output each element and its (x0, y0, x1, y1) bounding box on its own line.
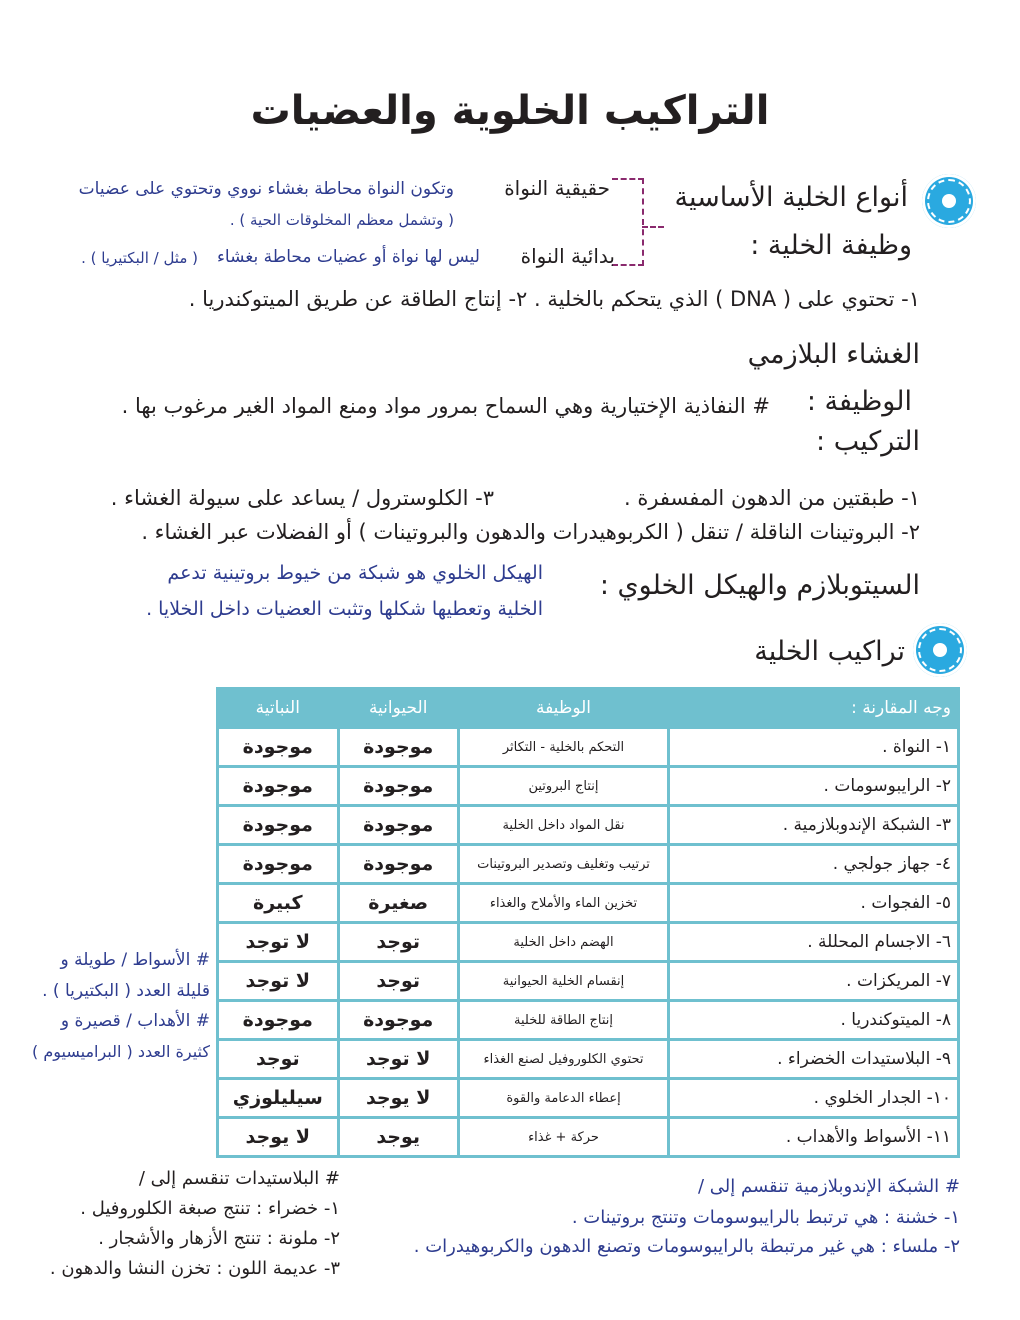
prokaryote-label: بدائية النواة (520, 244, 615, 268)
header-function: الوظيفة (460, 690, 667, 726)
row-organelle: ١٠- الجدار الخلوي . (670, 1080, 957, 1116)
table-row (219, 729, 957, 765)
row-animal: موجودة (340, 729, 457, 765)
plastids-item-2: ٢- ملونة : تنتج الأزهار والأشجار . (98, 1228, 340, 1249)
table-header-row (219, 690, 957, 726)
row-organelle: ٦- الاجسام المحللة . (670, 924, 957, 960)
row-organelle: ٩- البلاستيدات الخضراء . (670, 1041, 957, 1077)
table-row (219, 1119, 957, 1155)
table-row (219, 1080, 957, 1116)
prokaryote-description: ليس لها نواة أو عضيات محاطة بغشاء (216, 247, 480, 267)
row-organelle: ٢- الرايبوسومات . (670, 768, 957, 804)
row-organelle: ٥- الفجوات . (670, 885, 957, 921)
er-item-2: ٢- ملساء : هي غير مرتبطة بالرايبوسومات وتصنع الدهون والكربوهيدرات . (413, 1236, 960, 1257)
membrane-heading: الغشاء البلازمي (747, 339, 920, 370)
row-function: إنقسام الخلية الحيوانية (460, 963, 667, 999)
row-animal: صغيرة (340, 885, 457, 921)
row-organelle: ٨- الميتوكندريا . (670, 1002, 957, 1038)
er-heading: # الشبكة الإندوبلازمية تنقسم إلى / (698, 1176, 960, 1197)
side-note-line-1: # الأسواط / طويلة و (60, 950, 210, 970)
cell-function-heading: وظيفة الخلية : (750, 230, 912, 261)
plastids-item-1: ١- خضراء : تنتج صبغة الكلوروفيل . (80, 1198, 340, 1219)
cytoplasm-heading: السيتوبلازم والهيكل الخلوي : (599, 570, 920, 601)
cell-function-text: ١- تحتوي على ( DNA ) الذي يتحكم بالخلية . ٢- إنتاج الطاقة عن طريق الميتوكندريا . (188, 287, 920, 311)
row-function: حركة + غذاء (460, 1119, 667, 1155)
table-row (219, 807, 957, 843)
row-animal: موجودة (340, 807, 457, 843)
row-function: إعطاء الدعامة والقوة (460, 1080, 667, 1116)
row-animal: توجد (340, 924, 457, 960)
cell-types-heading: أنواع الخلية الأساسية (674, 182, 908, 213)
row-organelle: ٧- المريكزات . (670, 963, 957, 999)
row-animal: موجودة (340, 1002, 457, 1038)
cytoskeleton-line-2: الخلية وتعطيها شكلها وتثبت العضيات داخل الخلايا . (146, 598, 543, 620)
structures-heading: تراكيب الخلية (754, 636, 905, 667)
er-item-1: ١- خشنة : هي ترتبط بالرايبوسومات وتنتج بروتينات . (571, 1207, 960, 1228)
side-note-line-3: # الأهداب / قصيرة و (60, 1011, 210, 1031)
row-plant: لا توجد (219, 924, 337, 960)
row-animal: موجودة (340, 768, 457, 804)
header-animal: الحيوانية (340, 690, 457, 726)
plastids-heading: # البلاستيدات تنقسم إلى / (138, 1168, 340, 1189)
bracket-connector (612, 178, 644, 266)
eukaryote-label: حقيقية النواة (504, 176, 610, 200)
table-row (219, 1041, 957, 1077)
table-row (219, 846, 957, 882)
row-animal: لا توجد (340, 1041, 457, 1077)
table-row (219, 768, 957, 804)
eukaryote-note: ( وتشمل معظم المخلوقات الحية ) . (229, 211, 454, 229)
row-organelle: ٤- جهاز جولجي . (670, 846, 957, 882)
membrane-item-3: ٣- الكلوسترول / يساعد على سيولة الغشاء . (110, 486, 494, 510)
row-function: ترتيب وتغليف وتصدير البروتينات (460, 846, 667, 882)
membrane-structure-label: التركيب : (816, 426, 920, 457)
membrane-function-text: # النفاذية الإختيارية وهي السماح بمرور مواد ومنع المواد الغير مرغوب بها . (121, 394, 770, 418)
row-organelle: ١- النواة . (670, 729, 957, 765)
row-plant: موجودة (219, 768, 337, 804)
row-animal: توجد (340, 963, 457, 999)
side-note-line-4: كثيرة العدد ( البراميسيوم ) (32, 1042, 210, 1061)
table-row (219, 885, 957, 921)
side-note-line-2: قليلة العدد ( البكتيريا ) . (42, 981, 210, 1001)
comparison-table (216, 687, 960, 1158)
membrane-item-2: ٢- البروتينات الناقلة / تنقل ( الكربوهيدرات والدهون والبروتينات ) أو الفضلات عبر الغشاء . (141, 520, 920, 544)
row-organelle: ١١- الأسواط والأهداب . (670, 1119, 957, 1155)
row-plant: لا توجد (219, 963, 337, 999)
row-function: إنتاج الطاقة للخلية (460, 1002, 667, 1038)
table-row (219, 924, 957, 960)
row-animal: موجودة (340, 846, 457, 882)
table-row (219, 963, 957, 999)
header-plant: النباتية (219, 690, 337, 726)
row-plant: توجد (219, 1041, 337, 1077)
row-plant: سيليلوزي (219, 1080, 337, 1116)
row-function: التحكم بالخلية - التكاثر (460, 729, 667, 765)
bracket-connector-line (642, 226, 664, 228)
section-bullet-icon (922, 174, 976, 228)
row-function: نقل المواد داخل الخلية (460, 807, 667, 843)
section-bullet-icon-2 (913, 623, 967, 677)
row-plant: كبيرة (219, 885, 337, 921)
row-plant: موجودة (219, 846, 337, 882)
membrane-item-1: ١- طبقتين من الدهون المفسفرة . (623, 486, 920, 510)
membrane-function-label: الوظيفة : (806, 386, 912, 417)
row-organelle: ٣- الشبكة الإندوبلازمية . (670, 807, 957, 843)
header-comparison: وجه المقارنة : (670, 690, 957, 726)
row-function: تحتوي الكلوروفيل لصنع الغذاء (460, 1041, 667, 1077)
page-title: التراكيب الخلوية والعضيات (250, 88, 770, 134)
prokaryote-note: ( مثل / البكتيريا ) . (81, 249, 198, 267)
row-plant: موجودة (219, 729, 337, 765)
row-function: تخزين الماء والأملاح والغذاء (460, 885, 667, 921)
table-row (219, 1002, 957, 1038)
row-plant: موجودة (219, 1002, 337, 1038)
row-animal: لا يوجد (340, 1080, 457, 1116)
cytoskeleton-line-1: الهيكل الخلوي هو شبكة من خيوط بروتينية تدعم (167, 562, 543, 584)
row-plant: لا يوجد (219, 1119, 337, 1155)
eukaryote-description: وتكون النواة محاطة بغشاء نووي وتحتوي على عضيات (78, 179, 454, 199)
plastids-item-3: ٣- عديمة اللون : تخزن النشا والدهون . (49, 1258, 340, 1279)
row-function: الهضم داخل الخلية (460, 924, 667, 960)
row-animal: يوجد (340, 1119, 457, 1155)
row-plant: موجودة (219, 807, 337, 843)
row-function: إنتاج البروتين (460, 768, 667, 804)
